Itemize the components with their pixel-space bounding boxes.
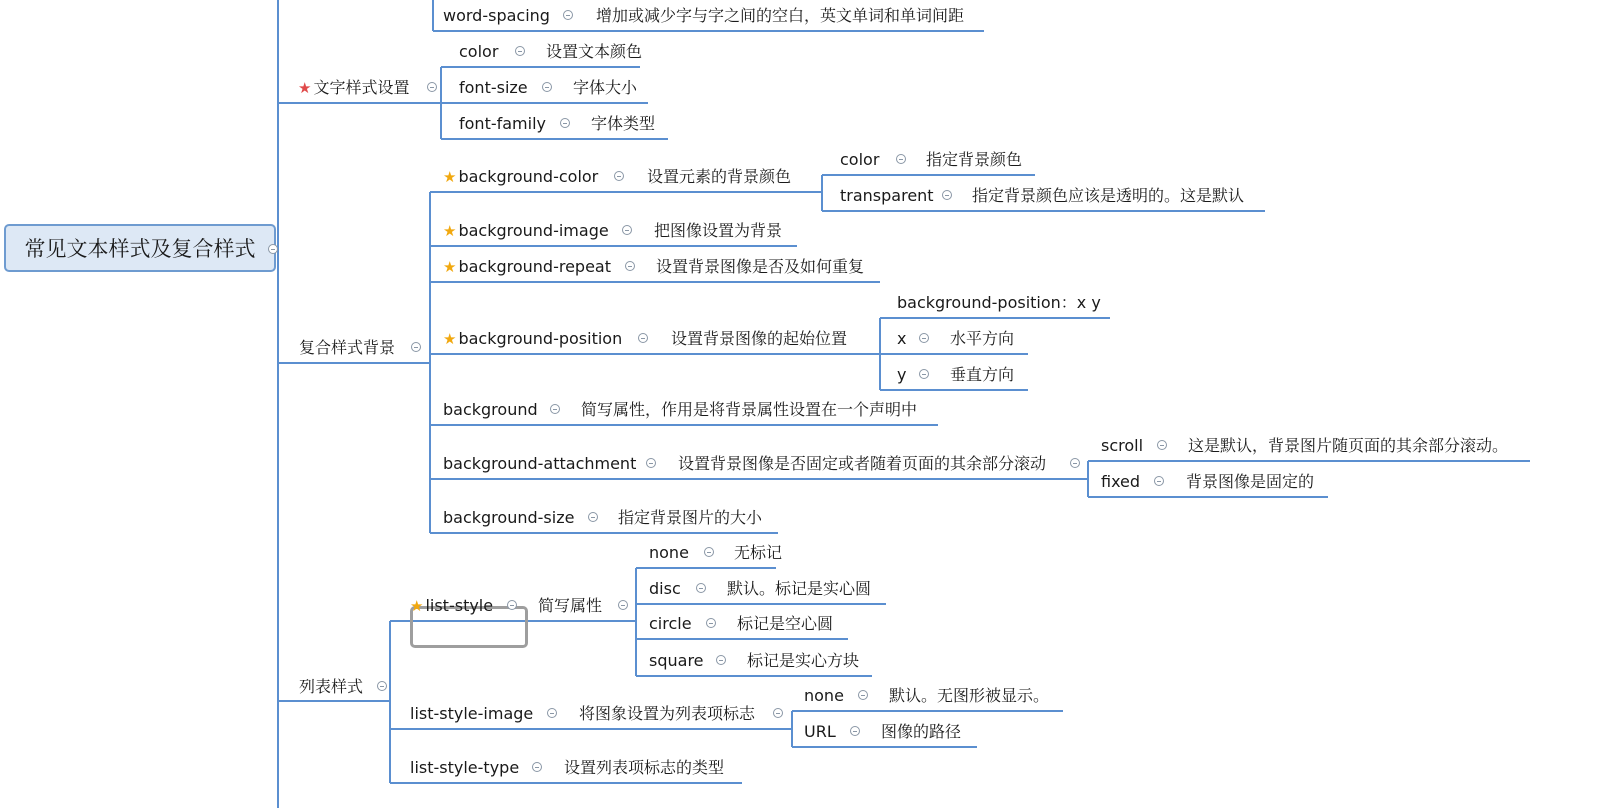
gold-star-icon: ★ bbox=[443, 258, 457, 276]
bg-color-opt-transparent-label[interactable] bbox=[840, 186, 934, 206]
list-image-url-label[interactable] bbox=[804, 722, 836, 742]
background-repeat-label-text: background-repeat bbox=[458, 257, 612, 276]
collapse-icon-27[interactable] bbox=[547, 708, 557, 718]
bg-attachment-fixed-label-text: fixed bbox=[1101, 472, 1141, 491]
list-style-label-text: list-style bbox=[425, 596, 494, 615]
bg-attachment-fixed-desc bbox=[1186, 472, 1314, 492]
collapse-icon-11[interactable] bbox=[919, 333, 929, 343]
collapse-icon-14[interactable] bbox=[646, 458, 656, 468]
collapse-icon-16[interactable] bbox=[1157, 440, 1167, 450]
background-shorthand-label[interactable] bbox=[443, 400, 538, 420]
background-image-label[interactable] bbox=[443, 221, 609, 241]
word-spacing-label[interactable] bbox=[443, 6, 550, 26]
list-image-none-label-text: none bbox=[804, 686, 844, 705]
color-desc-text: 设置文本颜色 bbox=[546, 42, 643, 61]
bg-position-y-desc-text: 垂直方向 bbox=[950, 365, 1015, 384]
root-topic-label: 常见文本样式及复合样式 bbox=[24, 237, 256, 261]
bg-attachment-scroll-label-text: scroll bbox=[1101, 436, 1144, 455]
background-color-desc bbox=[647, 167, 791, 187]
collapse-icon-1[interactable] bbox=[427, 82, 437, 92]
list-style-none-desc-text: 无标记 bbox=[734, 543, 783, 562]
font-size-label-text: font-size bbox=[459, 78, 528, 97]
list-style-square-label[interactable] bbox=[649, 651, 704, 671]
list-style-circle-desc-text: 标记是空心圆 bbox=[737, 614, 834, 633]
list-style-circle-desc bbox=[737, 614, 833, 634]
list-group-label[interactable] bbox=[299, 677, 363, 697]
font-size-desc-text: 字体大小 bbox=[573, 78, 638, 97]
color-desc bbox=[546, 42, 642, 62]
collapse-icon-6[interactable] bbox=[896, 154, 906, 164]
bg-position-x-desc-text: 水平方向 bbox=[950, 329, 1015, 348]
collapse-icon-22[interactable] bbox=[704, 547, 714, 557]
collapse-icon-0[interactable] bbox=[563, 10, 573, 20]
collapse-icon-30[interactable] bbox=[850, 726, 860, 736]
bg-color-opt-color-desc bbox=[926, 150, 1022, 170]
root-collapse-icon[interactable] bbox=[268, 244, 278, 254]
list-style-type-label[interactable] bbox=[410, 758, 519, 778]
collapse-icon-9[interactable] bbox=[625, 261, 635, 271]
bg-attachment-scroll-label[interactable] bbox=[1101, 436, 1143, 456]
list-style-image-desc bbox=[579, 704, 755, 724]
collapse-icon-2[interactable] bbox=[515, 46, 525, 56]
font-family-label-text: font-family bbox=[459, 114, 546, 133]
background-color-desc-text: 设置元素的背景颜色 bbox=[647, 167, 792, 186]
gold-star-icon: ★ bbox=[443, 222, 457, 240]
list-style-type-desc bbox=[564, 758, 724, 778]
background-shorthand-desc bbox=[581, 400, 917, 420]
font-size-desc bbox=[573, 78, 637, 98]
bg-attachment-scroll-desc bbox=[1188, 436, 1508, 456]
bg-attachment-fixed-desc-text: 背景图像是固定的 bbox=[1186, 472, 1315, 491]
list-style-none-label[interactable] bbox=[649, 543, 689, 563]
background-size-label[interactable] bbox=[443, 508, 574, 528]
word-spacing-desc bbox=[596, 6, 964, 26]
collapse-icon-23[interactable] bbox=[696, 583, 706, 593]
collapse-icon-12[interactable] bbox=[919, 369, 929, 379]
background-image-desc bbox=[654, 221, 782, 241]
bg-color-opt-transparent-desc-text: 指定背景颜色应该是透明的。这是默认 bbox=[972, 186, 1245, 205]
bg-position-y-label-text: y bbox=[897, 365, 907, 384]
list-style-image-label[interactable] bbox=[410, 704, 533, 724]
word-spacing-label-text: word-spacing bbox=[443, 6, 550, 25]
background-attachment-label-text: background-attachment bbox=[443, 454, 637, 473]
bg-color-opt-color-label[interactable] bbox=[840, 150, 879, 170]
text-style-label-text: 文字样式设置 bbox=[313, 78, 410, 97]
collapse-icon-4[interactable] bbox=[560, 118, 570, 128]
collapse-icon-31[interactable] bbox=[532, 762, 542, 772]
bg-position-y-label[interactable] bbox=[897, 365, 906, 385]
background-position-desc bbox=[671, 329, 847, 349]
bg-attachment-scroll-desc-text: 这是默认，背景图片随页面的其余部分滚动。 bbox=[1188, 436, 1509, 455]
word-spacing-desc-text: 增加或减少字与字之间的空白，英文单词和单词间距 bbox=[596, 6, 965, 25]
collapse-icon-15[interactable] bbox=[1070, 458, 1080, 468]
background-image-label-text: background-image bbox=[458, 221, 609, 240]
collapse-icon-13[interactable] bbox=[550, 404, 560, 414]
background-color-label-text: background-color bbox=[458, 167, 599, 186]
collapse-icon-19[interactable] bbox=[411, 342, 421, 352]
background-size-desc-text: 指定背景图片的大小 bbox=[618, 508, 763, 527]
background-group-label[interactable] bbox=[299, 338, 395, 358]
collapse-icon-29[interactable] bbox=[858, 690, 868, 700]
bg-color-opt-color-desc-text: 指定背景颜色 bbox=[926, 150, 1023, 169]
background-color-label[interactable] bbox=[443, 167, 598, 187]
list-style-disc-label-text: disc bbox=[649, 579, 681, 598]
background-position-syntax-text: background-position：x y bbox=[897, 293, 1101, 312]
list-image-none-label[interactable] bbox=[804, 686, 844, 706]
list-image-url-desc bbox=[881, 722, 961, 742]
gold-star-icon: ★ bbox=[443, 330, 457, 348]
text-style-label[interactable] bbox=[298, 78, 409, 98]
list-style-square-desc-text: 标记是实心方块 bbox=[747, 651, 860, 670]
bg-color-opt-transparent-desc bbox=[972, 186, 1244, 206]
background-position-syntax[interactable] bbox=[897, 293, 1101, 313]
collapse-icon-24[interactable] bbox=[706, 618, 716, 628]
list-group-label-text: 列表样式 bbox=[299, 677, 364, 696]
background-repeat-desc bbox=[656, 257, 864, 277]
collapse-icon-21[interactable] bbox=[618, 600, 628, 610]
collapse-icon-10[interactable] bbox=[638, 333, 648, 343]
bg-attachment-fixed-label[interactable] bbox=[1101, 472, 1140, 492]
background-attachment-desc bbox=[678, 454, 1046, 474]
bg-position-x-label[interactable] bbox=[897, 329, 906, 349]
collapse-icon-18[interactable] bbox=[588, 512, 598, 522]
background-position-label-text: background-position bbox=[458, 329, 623, 348]
list-style-disc-desc bbox=[727, 579, 871, 599]
collapse-icon-5[interactable] bbox=[614, 171, 624, 181]
background-shorthand-desc-text: 简写属性，作用是将背景属性设置在一个声明中 bbox=[581, 400, 918, 419]
list-style-type-label-text: list-style-type bbox=[410, 758, 520, 777]
background-attachment-label[interactable] bbox=[443, 454, 636, 474]
background-repeat-label[interactable] bbox=[443, 257, 611, 277]
list-style-label[interactable] bbox=[410, 596, 493, 616]
font-size-label[interactable] bbox=[459, 78, 528, 98]
collapse-icon-28[interactable] bbox=[773, 708, 783, 718]
background-group-label-text: 复合样式背景 bbox=[299, 338, 396, 357]
collapse-icon-25[interactable] bbox=[716, 655, 726, 665]
list-image-none-desc-text: 默认。无图形被显示。 bbox=[889, 686, 1050, 705]
collapse-icon-8[interactable] bbox=[622, 225, 632, 235]
list-style-none-desc bbox=[734, 543, 782, 563]
color-label[interactable] bbox=[459, 42, 498, 62]
background-position-label[interactable] bbox=[443, 329, 622, 349]
list-style-square-label-text: square bbox=[649, 651, 704, 670]
list-style-desc-text: 简写属性 bbox=[538, 596, 603, 615]
collapse-icon-3[interactable] bbox=[542, 82, 552, 92]
collapse-icon-20[interactable] bbox=[507, 600, 517, 610]
list-style-image-label-text: list-style-image bbox=[410, 704, 534, 723]
collapse-icon-7[interactable] bbox=[942, 190, 952, 200]
list-style-none-label-text: none bbox=[649, 543, 689, 562]
background-size-desc bbox=[618, 508, 762, 528]
bg-color-opt-color-label-text: color bbox=[840, 150, 880, 169]
bg-position-x-label-text: x bbox=[897, 329, 907, 348]
list-image-url-label-text: URL bbox=[804, 722, 836, 741]
background-image-desc-text: 把图像设置为背景 bbox=[654, 221, 783, 240]
font-family-desc-text: 字体类型 bbox=[591, 114, 656, 133]
list-image-none-desc bbox=[889, 686, 1049, 706]
font-family-desc bbox=[591, 114, 655, 134]
list-style-disc-desc-text: 默认。标记是实心圆 bbox=[727, 579, 872, 598]
collapse-icon-26[interactable] bbox=[377, 681, 387, 691]
font-family-label[interactable] bbox=[459, 114, 546, 134]
background-repeat-desc-text: 设置背景图像是否及如何重复 bbox=[656, 257, 865, 276]
gold-star-icon: ★ bbox=[410, 597, 424, 615]
list-style-type-desc-text: 设置列表项标志的类型 bbox=[564, 758, 725, 777]
list-style-desc bbox=[538, 596, 602, 616]
list-style-disc-label[interactable] bbox=[649, 579, 681, 599]
bg-position-x-desc bbox=[950, 329, 1014, 349]
background-attachment-desc-text: 设置背景图像是否固定或者随着页面的其余部分滚动 bbox=[678, 454, 1047, 473]
background-size-label-text: background-size bbox=[443, 508, 575, 527]
bg-position-y-desc bbox=[950, 365, 1014, 385]
list-style-circle-label[interactable] bbox=[649, 614, 692, 634]
list-style-circle-label-text: circle bbox=[649, 614, 692, 633]
list-style-image-desc-text: 将图象设置为列表项标志 bbox=[579, 704, 756, 723]
background-position-desc-text: 设置背景图像的起始位置 bbox=[671, 329, 848, 348]
color-label-text: color bbox=[459, 42, 499, 61]
bg-color-opt-transparent-label-text: transparent bbox=[840, 186, 934, 205]
list-image-url-desc-text: 图像的路径 bbox=[881, 722, 962, 741]
root-topic[interactable] bbox=[4, 224, 276, 272]
gold-star-icon: ★ bbox=[443, 168, 457, 186]
list-style-square-desc bbox=[747, 651, 859, 671]
red-star-icon: ★ bbox=[298, 79, 312, 97]
background-shorthand-label-text: background bbox=[443, 400, 538, 419]
collapse-icon-17[interactable] bbox=[1154, 476, 1164, 486]
